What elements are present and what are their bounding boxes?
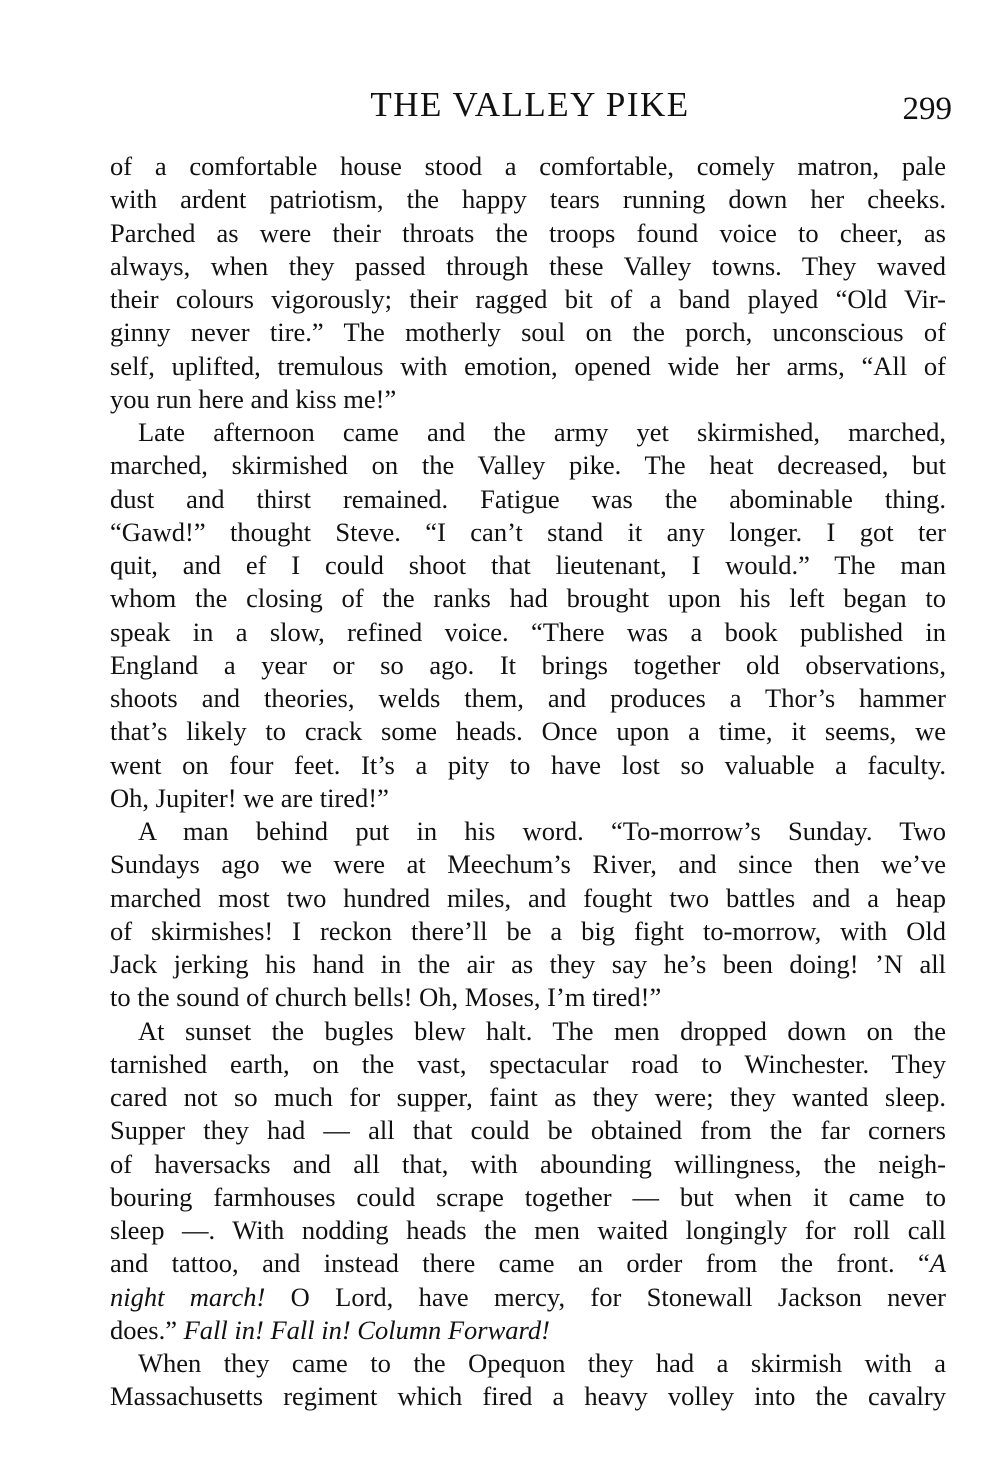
text-line: tarnished earth, on the vast, spectacular road to Winchester. They [110,1048,946,1079]
text-line: marched most two hundred miles, and fought two battles and a heap [110,882,946,913]
text-line: bouring farmhouses could scrape together — but when it came to [110,1181,946,1212]
text-line: self, uplifted, tremulous with emotion, opened wide her arms, “All of [110,350,946,381]
text-line: A man behind put in his word. “To-morrow’s Sunday. Two [138,816,946,846]
text-run: does.” [110,1314,184,1345]
text-line: Late afternoon came and the army yet skirmished, marched, [138,417,946,447]
running-head [108,82,952,132]
text-line: Parched as were their throats the troops found voice to cheer, as [110,217,946,248]
text-line: went on four feet. It’s a pity to have lost so valuable a faculty. [110,749,946,780]
text-line: you run here and kiss me!” [110,383,397,414]
italic-text: A [929,1248,946,1279]
text-line: Jack jerking his hand in the air as they say he’s been doing! ’N all [110,949,946,979]
text-line: ginny never tire.” The motherly soul on the porch, unconscious of [110,317,946,348]
text-line: sleep —. With nodding heads the men waited longingly for roll call [110,1215,946,1245]
body-text [110,150,946,1414]
text-line: shoots and theories, welds them, and produces a Thor’s hammer [110,683,946,713]
text-line: England a year or so ago. It brings together old observations, [110,649,946,680]
text-line: dust and thirst remained. Fatigue was the abominable thing. [110,483,946,514]
text-line: quit, and ef I could shoot that lieutenant, I would.” The man [110,550,946,580]
text-line: “Gawd!” thought Steve. “I can’t stand it any longer. I got ter [110,516,946,547]
text-line: to the sound of church bells! Oh, Moses, I’m tired!” [110,982,662,1013]
text-line: Massachusetts regiment which fired a heavy volley into the cavalry [110,1381,946,1412]
text-line: of skirmishes! I reckon there’ll be a big fight to-morrow, with Old [110,915,946,946]
page-number: 299 [902,91,952,127]
text-line: When they came to the Opequon they had a skirmish with a [138,1348,946,1378]
text-line: their colours vigorously; their ragged bit of a band played “Old Vir- [110,284,946,314]
text-line: marched, skirmished on the Valley pike. The heat decreased, but [110,450,946,481]
text-line: that’s likely to crack some heads. Once upon a time, it seems, we [110,716,946,747]
text-line: speak in a slow, refined voice. “There was a book published in [110,616,946,647]
text-line: with ardent patriotism, the happy tears running down her cheeks. [110,184,946,215]
text-line: cared not so much for supper, faint as they were; they wanted sleep. [110,1082,946,1112]
text-run: and tattoo, and instead there came an order from the front. “ [110,1248,930,1279]
text-line: Supper they had — all that could be obtained from the far corners [110,1115,946,1146]
text-line: Oh, Jupiter! we are tired!” [110,782,389,813]
running-title: THE VALLEY PIKE [370,85,690,124]
text-line: of a comfortable house stood a comfortable, comely matron, pale [110,151,946,181]
text-line: Sundays ago we were at Meechum’s River, and since then we’ve [110,849,946,880]
text-line [110,1281,946,1314]
italic-text: Fall in! Fall in! Column Forward! [183,1314,550,1345]
italic-text: night march! [110,1281,266,1312]
text-line: always, when they passed through these Valley towns. They waved [110,250,946,281]
text-line [110,1314,946,1347]
text-run: O Lord, have mercy, for Stonewall Jackson never [265,1281,946,1312]
text-line [110,1247,946,1280]
text-line: whom the closing of the ranks had brought upon his left began to [110,583,946,614]
text-line: At sunset the bugles blew halt. The men dropped down on the [138,1015,946,1046]
text-line: of haversacks and all that, with abounding willingness, the neigh- [110,1148,946,1179]
